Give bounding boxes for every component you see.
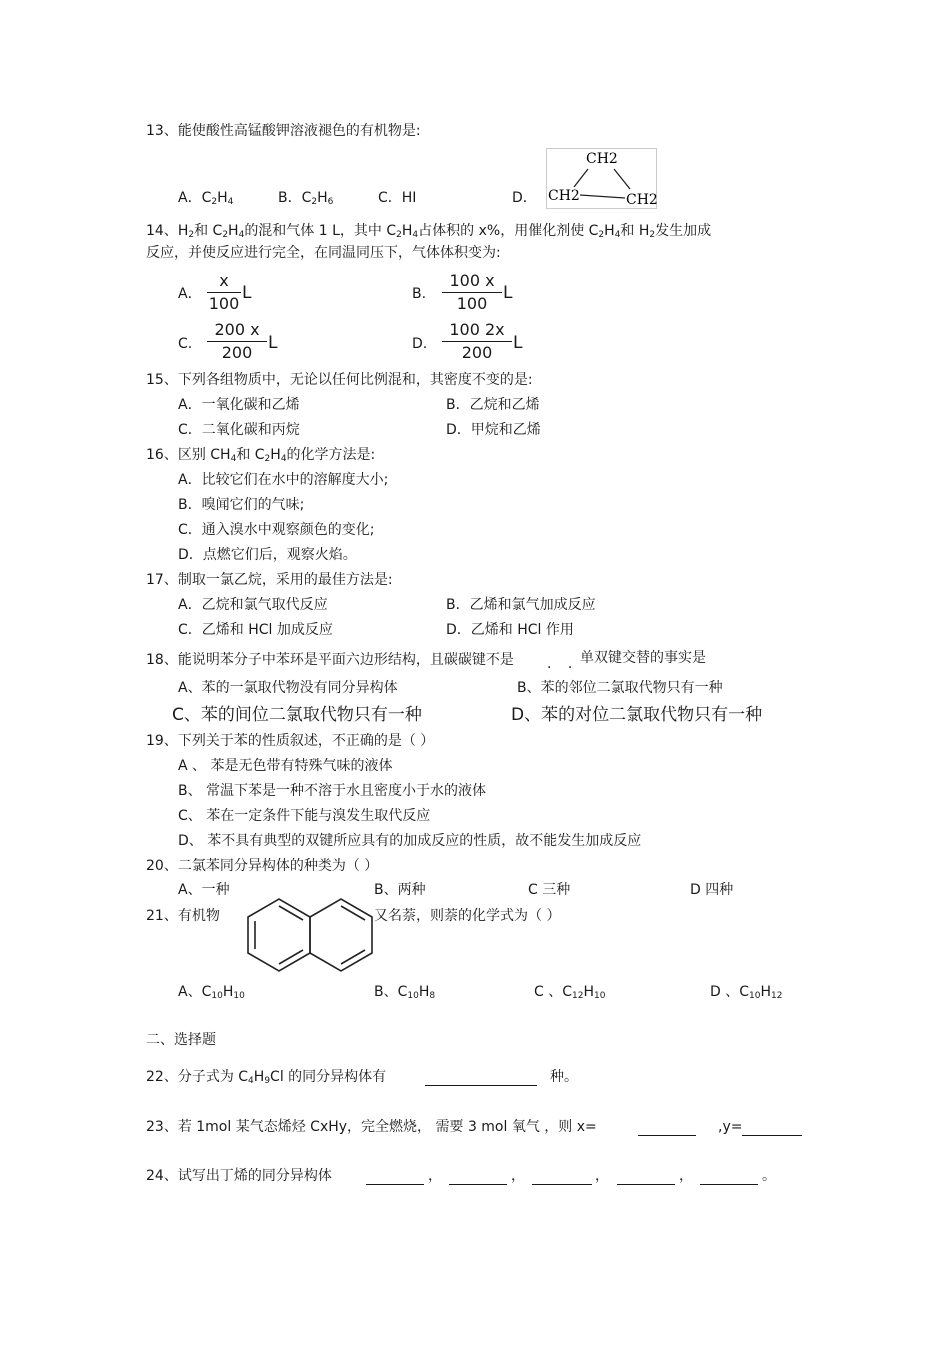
q17-option-a: A．乙烷和氯气取代反应 [178, 597, 328, 613]
q14-option-c-unit: L [268, 333, 278, 353]
section-heading: 二、选择题 [146, 1032, 216, 1048]
q23-y-blank[interactable] [742, 1121, 802, 1136]
q16-option-c: C．通入溴水中观察颜色的变化; [178, 522, 375, 538]
q14-option-b-unit: L [503, 283, 513, 303]
q21-option-d: D 、$C_{10}H_{12}$ [710, 984, 783, 1001]
q23-x-blank[interactable] [638, 1121, 696, 1136]
q13-option-c: C．HI [378, 190, 417, 206]
ring-top-label: CH2 [586, 151, 618, 167]
q13-option-b: B．$C_2H_6$ [278, 190, 334, 207]
q13-stem: 13、能使酸性高锰酸钾溶液褪色的有机物是: [146, 123, 421, 139]
q24-blank-3[interactable] [532, 1170, 592, 1185]
q21-stem-end: 又名萘，则萘的化学式为（ ） [374, 908, 561, 924]
denominator: 200 [461, 343, 493, 362]
denominator: 100 [208, 294, 240, 313]
q14-option-a-label: A． [178, 286, 202, 302]
q24-sep-2: ， [511, 1168, 525, 1184]
denominator: 200 [221, 343, 253, 362]
q24-blank-1[interactable] [366, 1170, 424, 1185]
numerator: 100 x [449, 271, 495, 290]
q16-stem: 16、区别 $CH_4$和 $C_2H_4$的化学方法是: [146, 447, 376, 464]
ring-right-label: CH2 [626, 192, 658, 208]
q21-option-b: B、$C_{10}H_8$ [374, 984, 436, 1001]
q15-option-b: B．乙烷和乙烯 [446, 397, 540, 413]
q24-sep-1: ， [428, 1168, 442, 1184]
q14-stem-line1: 14、$H_2$和 $C_2H_4$的混和气体 1 L，其中 $C_2H_4$占体积的 x%，用催化剂使 $C_2H_4$和 $H_2$发生加成 [146, 223, 712, 240]
q20-option-b: B、两种 [374, 882, 426, 898]
q18-stem: 18、能说明苯分子中苯环是平面六边形结构，且碳碳键不是 [146, 652, 514, 668]
q14-option-d-unit: L [513, 333, 523, 353]
q23-text: 23、若 1mol 某气态烯烃 CxHy，完全燃烧， 需要 3 mol 氧气 ，则 x= [146, 1119, 597, 1135]
q17-option-b: B．乙烯和氯气加成反应 [446, 597, 596, 613]
q24-end: 。 [762, 1168, 776, 1184]
numerator: x [219, 271, 229, 290]
q20-option-d: D 四种 [690, 882, 734, 898]
numerator: 100 2x [449, 320, 505, 339]
q14-option-c-label: C. [178, 336, 193, 352]
naphthalene-structure [244, 896, 374, 972]
q21-option-a: A、$C_{10}H_{10}$ [178, 984, 245, 1001]
q18-option-b: B、苯的邻位二氯取代物只有一种 [517, 680, 723, 696]
q24-blank-2[interactable] [449, 1170, 507, 1185]
q16-option-b: B．嗅闻它们的气味; [178, 497, 305, 513]
q16-option-d: D．点燃它们后，观察火焰。 [178, 547, 357, 563]
q13-option-d: D． [512, 190, 537, 206]
q14-option-c-fraction [207, 320, 267, 363]
q13-option-a: A．$C_2H_4$ [178, 190, 234, 207]
q24-sep-4: ， [679, 1168, 693, 1184]
q15-option-a: A．一氧化碳和乙烯 [178, 397, 300, 413]
q14-option-a-unit: L [242, 283, 252, 303]
q19-option-a: A 、 苯是无色带有特殊气味的液体 [178, 758, 393, 774]
q16-option-a: A．比较它们在水中的溶解度大小; [178, 472, 389, 488]
q14-option-d-label: D. [412, 336, 428, 352]
denominator: 100 [456, 294, 488, 313]
q22-text: 22、分子式为 $C_4H_9Cl$ 的同分异构体有 [146, 1069, 387, 1086]
q18-option-a: A、苯的一氯取代物没有同分异构体 [178, 680, 398, 696]
q20-option-a: A、一种 [178, 882, 230, 898]
q17-option-d: D．乙烯和 HCl 作用 [446, 622, 574, 638]
q24-text: 24、试写出丁烯的同分异构体 [146, 1168, 332, 1184]
q18-option-c: C、苯的间位二氯取代物只有一种 [172, 705, 422, 725]
q22-text-end: 种。 [550, 1069, 578, 1085]
q14-option-a-fraction [207, 271, 241, 314]
q15-stem: 15、下列各组物质中，无论以任何比例混和，其密度不变的是: [146, 372, 533, 388]
q19-option-d: D、 苯不具有典型的双键所应具有的加成反应的性质，故不能发生加成反应 [178, 833, 642, 849]
q14-stem-line2: 反应，并使反应进行完全，在同温同压下，气体体积变为: [146, 245, 501, 261]
q21-stem-start: 21、有机物 [146, 908, 220, 924]
q19-option-b: B、 常温下苯是一种不溶于水且密度小于水的液体 [178, 783, 487, 799]
q22-answer-blank[interactable] [425, 1071, 537, 1086]
q24-blank-5[interactable] [700, 1170, 758, 1185]
q17-stem: 17、制取一氯乙烷，采用的最佳方法是: [146, 572, 393, 588]
q21-option-c: C 、$C_{12}H_{10}$ [534, 984, 606, 1001]
q20-stem: 20、二氯苯同分异构体的种类为（ ） [146, 858, 379, 874]
q14-option-b-fraction [442, 271, 502, 314]
q15-option-d: D．甲烷和乙烯 [446, 422, 541, 438]
q14-option-d-fraction [442, 320, 512, 363]
ring-left-label: CH2 [548, 188, 580, 204]
q17-option-c: C．乙烯和 HCl 加成反应 [178, 622, 333, 638]
q19-stem: 19、下列关于苯的性质叙述，不正确的是（ ） [146, 733, 435, 749]
q19-option-c: C、 苯在一定条件下能与溴发生取代反应 [178, 808, 431, 824]
q15-option-c: C．二氧化碳和丙烷 [178, 422, 300, 438]
q24-blank-4[interactable] [617, 1170, 675, 1185]
q23-y-label: ,y= [718, 1119, 743, 1135]
q24-sep-3: ， [595, 1168, 609, 1184]
q18-stem-end: 单双键交替的事实是 [580, 650, 706, 666]
emphasis-dots: . . [547, 656, 579, 672]
q18-option-d: D、苯的对位二氯取代物只有一种 [511, 705, 763, 725]
cyclopropane-structure [546, 148, 658, 210]
q14-option-b-label: B. [412, 286, 427, 302]
numerator: 200 x [214, 320, 260, 339]
q20-option-c: C 三种 [528, 882, 571, 898]
